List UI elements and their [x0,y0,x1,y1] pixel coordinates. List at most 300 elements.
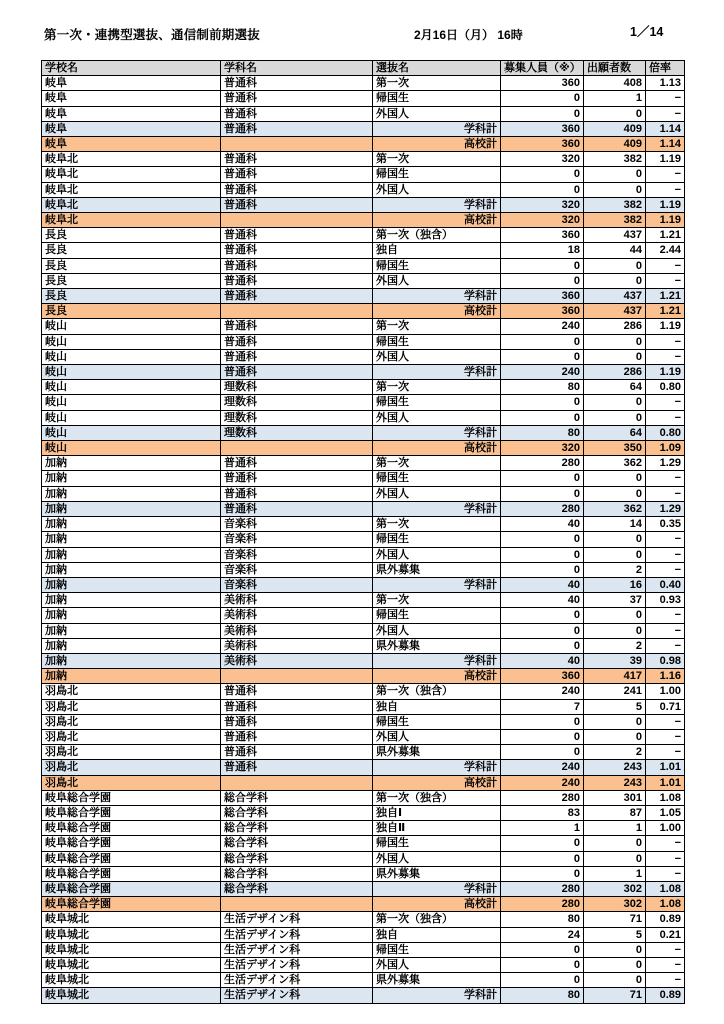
cell-quota: 0 [501,866,584,881]
cell-department [221,669,373,684]
cell-selection: 外国人 [373,729,501,744]
table-row [42,653,685,668]
cell-quota: 0 [501,638,584,653]
cell-ratio: − [646,973,685,988]
cell-applicants: 409 [584,137,646,152]
cell-quota: 360 [501,669,584,684]
cell-selection: 学科計 [373,365,501,380]
table-header-row-group [42,61,685,76]
cell-quota: 240 [501,760,584,775]
cell-quota: 0 [501,334,584,349]
cell-school: 加納 [42,638,221,653]
page-number: 1／14 [630,25,664,39]
cell-quota: 0 [501,395,584,410]
cell-selection: 第一次（独含） [373,228,501,243]
cell-department: 普通科 [221,334,373,349]
cell-applicants: 0 [584,167,646,182]
cell-ratio: − [646,532,685,547]
cell-applicants: 0 [584,714,646,729]
cell-ratio: 1.08 [646,790,685,805]
table-row [42,729,685,744]
cell-department: 音楽科 [221,577,373,592]
cell-school: 加納 [42,471,221,486]
cell-school: 岐阜総合学園 [42,881,221,896]
cell-selection: 第一次 [373,456,501,471]
cell-quota: 0 [501,349,584,364]
cell-applicants: 1 [584,866,646,881]
cell-quota: 240 [501,365,584,380]
cell-applicants: 5 [584,699,646,714]
cell-school: 加納 [42,577,221,592]
cell-quota: 0 [501,547,584,562]
cell-school: 長良 [42,243,221,258]
cell-school: 岐阜城北 [42,957,221,972]
cell-selection: 高校計 [373,304,501,319]
cell-department: 総合学科 [221,866,373,881]
cell-applicants: 362 [584,501,646,516]
cell-school: 岐阜総合学園 [42,790,221,805]
cell-quota: 0 [501,410,584,425]
table-row [42,273,685,288]
cell-school: 加納 [42,608,221,623]
cell-applicants: 2 [584,638,646,653]
cell-applicants: 437 [584,289,646,304]
cell-quota: 280 [501,790,584,805]
cell-quota: 40 [501,653,584,668]
cell-department: 美術科 [221,638,373,653]
cell-department: 音楽科 [221,562,373,577]
cell-quota: 320 [501,197,584,212]
cell-ratio: 1.01 [646,775,685,790]
cell-selection: 県外募集 [373,562,501,577]
cell-applicants: 64 [584,425,646,440]
cell-applicants: 87 [584,805,646,820]
cell-selection: 外国人 [373,547,501,562]
cell-ratio: − [646,547,685,562]
cell-school: 長良 [42,228,221,243]
cell-school: 羽島北 [42,775,221,790]
cell-applicants: 0 [584,486,646,501]
cell-applicants: 0 [584,957,646,972]
cell-ratio: − [646,486,685,501]
cell-school: 岐山 [42,334,221,349]
cell-department: 生活デザイン科 [221,912,373,927]
table-body [42,76,685,1003]
cell-department: 普通科 [221,167,373,182]
cell-quota: 0 [501,471,584,486]
cell-applicants: 382 [584,213,646,228]
table-row [42,957,685,972]
cell-department: 音楽科 [221,547,373,562]
cell-applicants: 1 [584,91,646,106]
cell-applicants: 0 [584,547,646,562]
cell-school: 長良 [42,273,221,288]
cell-department [221,775,373,790]
cell-quota: 360 [501,121,584,136]
cell-department: 普通科 [221,76,373,91]
table-row [42,471,685,486]
cell-ratio: − [646,182,685,197]
cell-applicants: 2 [584,562,646,577]
cell-ratio: − [646,273,685,288]
cell-applicants: 302 [584,897,646,912]
cell-selection: 第一次（独含） [373,912,501,927]
cell-selection: 帰国生 [373,167,501,182]
table-row [42,745,685,760]
cell-department: 普通科 [221,349,373,364]
cell-ratio: − [646,471,685,486]
table-row [42,988,685,1003]
cell-ratio: − [646,714,685,729]
cell-department: 生活デザイン科 [221,973,373,988]
cell-selection: 県外募集 [373,866,501,881]
cell-ratio: − [646,638,685,653]
cell-school: 岐山 [42,425,221,440]
cell-selection: 学科計 [373,425,501,440]
cell-ratio: − [646,91,685,106]
cell-quota: 0 [501,562,584,577]
cell-department [221,897,373,912]
cell-ratio: − [646,106,685,121]
cell-applicants: 0 [584,623,646,638]
cell-school: 加納 [42,501,221,516]
table-row [42,942,685,957]
cell-department [221,213,373,228]
cell-department: 音楽科 [221,517,373,532]
cell-ratio: 1.14 [646,137,685,152]
cell-ratio: − [646,334,685,349]
cell-department: 美術科 [221,593,373,608]
table-row [42,91,685,106]
table-row [42,106,685,121]
table-row [42,836,685,851]
cell-applicants: 0 [584,729,646,744]
table-row [42,669,685,684]
column-header-ratio: 倍率 [646,61,685,76]
cell-quota: 7 [501,699,584,714]
cell-selection: 外国人 [373,410,501,425]
column-header-department: 学科名 [221,61,373,76]
table-row [42,821,685,836]
cell-ratio: 1.19 [646,152,685,167]
cell-ratio: 1.19 [646,365,685,380]
cell-applicants: 14 [584,517,646,532]
cell-department: 理数科 [221,425,373,440]
cell-department: 理数科 [221,380,373,395]
cell-school: 岐山 [42,395,221,410]
cell-applicants: 286 [584,365,646,380]
cell-quota: 40 [501,577,584,592]
cell-ratio: 1.13 [646,76,685,91]
table-row [42,623,685,638]
cell-department: 生活デザイン科 [221,957,373,972]
cell-department: 普通科 [221,684,373,699]
cell-applicants: 2 [584,745,646,760]
table-row [42,365,685,380]
cell-school: 岐阜城北 [42,988,221,1003]
cell-quota: 80 [501,988,584,1003]
cell-ratio: 1.19 [646,319,685,334]
cell-selection: 独自 [373,699,501,714]
cell-department: 普通科 [221,760,373,775]
table-row [42,501,685,516]
cell-ratio: − [646,942,685,957]
cell-ratio: 0.80 [646,380,685,395]
table-row [42,486,685,501]
table-row [42,182,685,197]
cell-ratio: 2.44 [646,243,685,258]
cell-applicants: 409 [584,121,646,136]
cell-department: 音楽科 [221,532,373,547]
cell-applicants: 417 [584,669,646,684]
cell-department: 普通科 [221,243,373,258]
cell-school: 岐阜総合学園 [42,836,221,851]
table-row [42,380,685,395]
cell-ratio: 1.29 [646,456,685,471]
cell-department [221,441,373,456]
cell-school: 羽島北 [42,714,221,729]
cell-school: 岐阜 [42,121,221,136]
cell-school: 長良 [42,289,221,304]
table-row [42,897,685,912]
cell-quota: 320 [501,213,584,228]
cell-selection: 高校計 [373,213,501,228]
cell-school: 加納 [42,623,221,638]
cell-selection: 外国人 [373,957,501,972]
table-row [42,881,685,896]
column-header-quota: 募集人員（※） [501,61,584,76]
cell-applicants: 408 [584,76,646,91]
cell-department: 普通科 [221,197,373,212]
cell-department: 普通科 [221,486,373,501]
cell-selection: 独自Ⅰ [373,805,501,820]
cell-department: 総合学科 [221,821,373,836]
cell-department: 普通科 [221,273,373,288]
column-header-school: 学校名 [42,61,221,76]
cell-ratio: − [646,866,685,881]
cell-quota: 360 [501,289,584,304]
cell-applicants: 1 [584,821,646,836]
cell-selection: 学科計 [373,197,501,212]
cell-selection: 外国人 [373,486,501,501]
cell-school: 岐阜北 [42,213,221,228]
cell-applicants: 0 [584,942,646,957]
cell-selection: 独自 [373,243,501,258]
cell-department: 普通科 [221,729,373,744]
table-row [42,927,685,942]
cell-selection: 高校計 [373,775,501,790]
cell-selection: 高校計 [373,137,501,152]
cell-selection: 帰国生 [373,532,501,547]
cell-ratio: 1.21 [646,304,685,319]
cell-school: 岐阜 [42,137,221,152]
table-row [42,684,685,699]
cell-department: 普通科 [221,471,373,486]
cell-ratio: 0.89 [646,912,685,927]
cell-school: 岐阜城北 [42,973,221,988]
cell-selection: 第一次 [373,319,501,334]
cell-quota: 0 [501,957,584,972]
cell-applicants: 382 [584,197,646,212]
cell-applicants: 5 [584,927,646,942]
cell-applicants: 382 [584,152,646,167]
cell-quota: 83 [501,805,584,820]
cell-quota: 0 [501,973,584,988]
cell-selection: 学科計 [373,760,501,775]
cell-department: 普通科 [221,319,373,334]
cell-quota: 80 [501,380,584,395]
cell-applicants: 302 [584,881,646,896]
cell-selection: 学科計 [373,881,501,896]
cell-school: 加納 [42,547,221,562]
table-row [42,228,685,243]
cell-quota: 280 [501,897,584,912]
cell-department: 普通科 [221,152,373,167]
cell-ratio: 1.19 [646,197,685,212]
document-header [0,0,724,58]
cell-quota: 0 [501,106,584,121]
table-row [42,319,685,334]
table-row [42,593,685,608]
table-header-row [42,61,685,76]
cell-quota: 240 [501,775,584,790]
cell-ratio: 1.29 [646,501,685,516]
table-row [42,973,685,988]
cell-applicants: 64 [584,380,646,395]
cell-quota: 40 [501,517,584,532]
cell-applicants: 0 [584,410,646,425]
cell-department: 普通科 [221,121,373,136]
table-row [42,197,685,212]
cell-department: 普通科 [221,365,373,380]
cell-ratio: − [646,395,685,410]
cell-selection: 外国人 [373,182,501,197]
cell-quota: 0 [501,729,584,744]
cell-selection: 独自Ⅱ [373,821,501,836]
cell-department: 生活デザイン科 [221,927,373,942]
cell-applicants: 0 [584,258,646,273]
cell-applicants: 71 [584,988,646,1003]
cell-applicants: 0 [584,106,646,121]
cell-quota: 280 [501,881,584,896]
cell-selection: 帰国生 [373,836,501,851]
cell-department: 総合学科 [221,790,373,805]
cell-department: 理数科 [221,410,373,425]
cell-school: 岐山 [42,349,221,364]
table-row [42,334,685,349]
cell-quota: 0 [501,167,584,182]
table-row [42,395,685,410]
cell-selection: 第一次 [373,76,501,91]
cell-school: 長良 [42,304,221,319]
cell-ratio: 0.21 [646,927,685,942]
cell-department: 美術科 [221,608,373,623]
cell-school: 羽島北 [42,745,221,760]
table-row [42,243,685,258]
cell-school: 岐阜総合学園 [42,897,221,912]
cell-applicants: 437 [584,304,646,319]
cell-quota: 40 [501,593,584,608]
cell-school: 岐阜北 [42,182,221,197]
cell-department: 普通科 [221,258,373,273]
cell-quota: 360 [501,137,584,152]
cell-ratio: 0.93 [646,593,685,608]
cell-quota: 360 [501,228,584,243]
cell-department: 普通科 [221,714,373,729]
cell-department: 普通科 [221,501,373,516]
cell-department [221,137,373,152]
table-row [42,866,685,881]
cell-applicants: 39 [584,653,646,668]
table-row [42,349,685,364]
cell-quota: 0 [501,532,584,547]
cell-school: 岐阜総合学園 [42,821,221,836]
cell-quota: 1 [501,821,584,836]
cell-selection: 高校計 [373,441,501,456]
cell-quota: 0 [501,836,584,851]
cell-selection: 帰国生 [373,714,501,729]
cell-ratio: − [646,349,685,364]
cell-school: 岐阜城北 [42,942,221,957]
cell-quota: 0 [501,91,584,106]
cell-quota: 0 [501,851,584,866]
cell-school: 羽島北 [42,729,221,744]
cell-applicants: 37 [584,593,646,608]
cell-selection: 帰国生 [373,91,501,106]
cell-selection: 学科計 [373,289,501,304]
cell-school: 岐山 [42,441,221,456]
cell-school: 岐山 [42,365,221,380]
cell-school: 岐阜総合学園 [42,851,221,866]
table-row [42,805,685,820]
cell-applicants: 0 [584,471,646,486]
cell-school: 加納 [42,456,221,471]
cell-applicants: 0 [584,973,646,988]
cell-quota: 24 [501,927,584,942]
cell-ratio: − [646,562,685,577]
cell-ratio: 0.71 [646,699,685,714]
cell-quota: 0 [501,273,584,288]
cell-ratio: − [646,851,685,866]
cell-ratio: 1.01 [646,760,685,775]
cell-applicants: 44 [584,243,646,258]
admissions-statistics-table [41,60,685,1004]
table-row [42,76,685,91]
cell-school: 岐山 [42,380,221,395]
cell-ratio: 0.98 [646,653,685,668]
cell-department: 美術科 [221,653,373,668]
cell-school: 加納 [42,486,221,501]
table-row [42,851,685,866]
cell-quota: 320 [501,441,584,456]
cell-department: 普通科 [221,289,373,304]
cell-applicants: 437 [584,228,646,243]
cell-school: 加納 [42,532,221,547]
cell-applicants: 243 [584,760,646,775]
table-row [42,912,685,927]
cell-school: 羽島北 [42,699,221,714]
table-row [42,638,685,653]
cell-quota: 0 [501,258,584,273]
cell-ratio: − [646,836,685,851]
cell-selection: 学科計 [373,577,501,592]
cell-applicants: 286 [584,319,646,334]
cell-quota: 360 [501,304,584,319]
cell-school: 加納 [42,593,221,608]
table-row [42,775,685,790]
cell-applicants: 0 [584,532,646,547]
cell-ratio: − [646,608,685,623]
